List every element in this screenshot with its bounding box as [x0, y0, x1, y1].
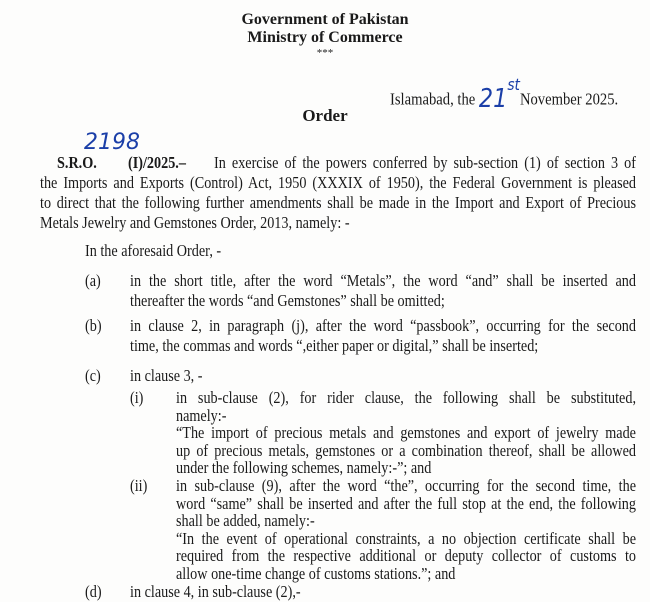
- handwritten-day-suffix: st: [507, 75, 520, 94]
- subclause-label: (i): [130, 388, 144, 407]
- clause-line: time, the commas and words “,either paper or digital,” shall be inserted;: [130, 336, 539, 355]
- date-prefix: Islamabad, the: [390, 89, 476, 109]
- subclause-line: “In the event of operational constraints, a no objection certificate shall be: [176, 528, 636, 548]
- subclause-line: shall be added, namely:-: [176, 511, 315, 531]
- subclause-line: up of precious metals, gemstones or a combination thereof, shall be allowed: [176, 440, 636, 460]
- subclause-line: in sub-clause (2), for rider clause, the following shall be substituted,: [176, 388, 636, 407]
- clause-line: in the short title, after the word “Metals”, the word “and” shall be inserted and: [130, 271, 636, 290]
- date-line: [390, 75, 619, 114]
- sro-label: S.R.O.: [57, 153, 97, 172]
- handwritten-sro-number: 2198: [84, 130, 140, 155]
- clause-line: thereafter the words “and Gemstones” shall be omitted;: [130, 291, 445, 310]
- sro-number: (I)/2025.–: [128, 153, 186, 172]
- order-title: Order: [302, 106, 348, 125]
- date-suffix: November 2025.: [519, 89, 619, 109]
- subclause-line: in sub-clause (9), after the word “the”, occurring for the second time, the: [176, 476, 636, 495]
- clause-label: (a): [85, 271, 101, 290]
- paragraph-line: to direct that the following further amendments shall be made in the Import and Export of Precious: [40, 193, 636, 212]
- header-stars: ***: [316, 47, 334, 59]
- clause-label: (d): [85, 581, 102, 601]
- paragraph-line: the Imports and Exports (Control) Act, 1950 (XXXIX of 1950), the Federal Government is pleased: [40, 173, 636, 192]
- clause-label: (b): [85, 316, 102, 335]
- handwritten-day: 21: [478, 83, 508, 114]
- paragraph-line: In exercise of the powers conferred by sub-section (1) of section 3 of: [214, 153, 636, 172]
- paragraph-line: Metals Jewelry and Gemstones Order, 2013, namely: -: [40, 213, 350, 232]
- subclause-line: under the following schemes, namely:-”; and: [176, 458, 432, 478]
- subclause-line: “The import of precious metals and gemstones and export of jewelry made: [176, 423, 636, 443]
- subclause-line: word “same” shall be inserted and after the full stop at the end, the following: [176, 493, 636, 513]
- header-ministry: Ministry of Commerce: [247, 29, 403, 46]
- subclause-line: namely:-: [176, 405, 227, 425]
- clause-line: in clause 4, in sub-clause (2),-: [130, 581, 301, 601]
- intro-text: In the aforesaid Order, -: [85, 241, 222, 260]
- clause-label: (c): [85, 366, 101, 385]
- subclause-label: (ii): [130, 476, 148, 495]
- header-government: Government of Pakistan: [241, 11, 409, 28]
- subclause-line: allow one-time change of customs stations.”; and: [176, 564, 456, 583]
- clause-line: in clause 3, -: [130, 366, 203, 385]
- subclause-line: required from the respective additional or deputy collector of customs to: [176, 546, 636, 566]
- clause-line: in clause 2, in paragraph (j), after the word “passbook”, occurring for the second: [130, 316, 636, 335]
